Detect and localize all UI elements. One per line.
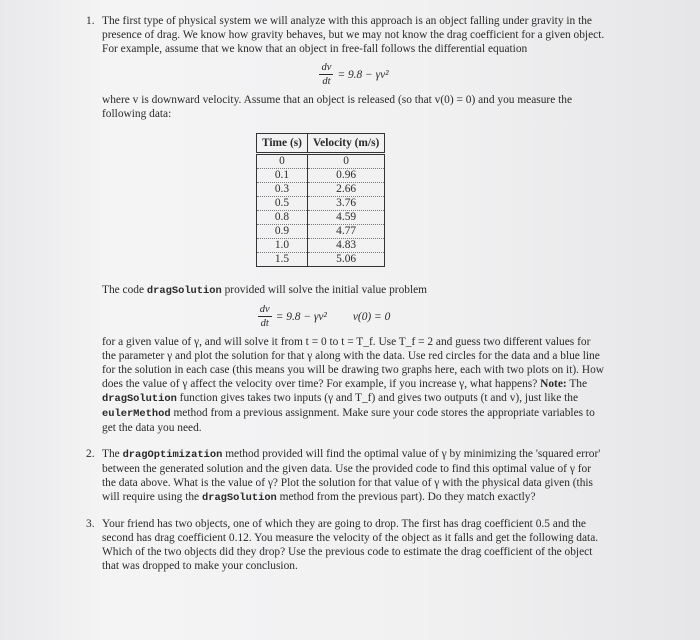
velocity-cell: 0.96	[307, 169, 384, 183]
column-header-time: Time (s)	[257, 134, 308, 154]
time-cell: 0.3	[257, 183, 308, 197]
code-intro-post: provided will solve the initial value problem	[221, 284, 428, 296]
velocity-cell: 4.83	[307, 239, 384, 253]
q2-mid: method provided will find the optimal value of γ by minimizing the 'squared error' between the generated solution and the given data. Use the provided code to find this optimal value of γ for the data above. What is the value of γ? Plot the solution for that value of γ with the physical data given (this will require using the	[102, 448, 601, 503]
velocity-cell: 4.59	[307, 211, 384, 225]
note-label: Note:	[540, 378, 567, 390]
table-row	[257, 211, 385, 225]
note-post: method from a previous assignment. Make sure your code stores the appropriate variables to get the data you need.	[102, 407, 595, 434]
fraction-denominator: dt	[260, 318, 269, 329]
code-name: dragSolution	[146, 285, 222, 297]
table-row	[257, 225, 385, 239]
question-number: 3.	[86, 518, 95, 530]
q2-post: method from the previous part). Do they match exactly?	[276, 491, 536, 503]
note-code-euler-method: eulerMethod	[102, 408, 171, 420]
question-1	[86, 14, 606, 435]
question-2	[86, 447, 606, 505]
time-cell: 0.1	[257, 169, 308, 183]
time-cell: 0.9	[257, 225, 308, 239]
question-3-text: Your friend has two objects, one of which they are going to drop. The first has drag coefficient 0.5 and the second has drag coefficient 0.12. You measure the velocity of the object as it falls and get the following data. Which of the two objects did they drop? Use the previous code to estimate the drag coefficient of the object that was dropped to make your conclusion.	[102, 518, 599, 572]
fraction-numerator: dv	[259, 304, 270, 315]
time-cell: 1.0	[257, 239, 308, 253]
velocity-cell: 3.76	[307, 197, 384, 211]
data-table	[256, 133, 385, 267]
time-cell: 0	[257, 154, 308, 169]
fraction-numerator: dv	[321, 62, 332, 73]
note-code-drag-solution: dragSolution	[102, 393, 177, 405]
document-body	[86, 14, 606, 573]
table-row	[257, 183, 385, 197]
question-number: 1.	[86, 15, 95, 27]
velocity-cell: 4.77	[307, 225, 384, 239]
differential-equation-2	[42, 304, 606, 329]
table-row	[257, 197, 385, 211]
q2-pre: The	[102, 448, 123, 460]
question-1-intro: The first type of physical system we will analyze with this approach is an object falling under gravity in the presence of drag. We know how gravity behaves, but we may not know the drag coefficient for a given object. For example, assume that we know that an object in free-fall follows the differential equation	[102, 15, 605, 55]
time-cell: 0.5	[257, 197, 308, 211]
code-drag-optimization: dragOptimization	[122, 449, 223, 461]
column-header-velocity: Velocity (m/s)	[307, 134, 384, 154]
table-row	[257, 253, 385, 267]
code-intro	[102, 283, 606, 298]
question-3	[86, 517, 606, 573]
fraction-denominator: dt	[322, 76, 331, 87]
code-intro-pre: The code	[102, 284, 147, 296]
time-cell: 0.8	[257, 211, 308, 225]
time-cell: 1.5	[257, 253, 308, 267]
derivative-fraction	[319, 62, 333, 87]
table-row	[257, 239, 385, 253]
note-pre: The	[566, 378, 588, 390]
derivative-fraction	[258, 304, 272, 329]
question-number: 2.	[86, 448, 95, 460]
question-2-text	[102, 447, 606, 505]
code-drag-solution: dragSolution	[201, 492, 277, 504]
differential-equation-1	[102, 62, 606, 87]
velocity-cell: 0	[307, 154, 384, 169]
initial-condition: v(0) = 0	[352, 310, 391, 323]
equation-rhs: = 9.8 − γv²	[275, 310, 327, 323]
where-text: where v is downward velocity. Assume that an object is released (so that v(0) = 0) and you measure the following data:	[102, 94, 573, 120]
note-mid: function gives takes two inputs (γ and T_f) and gives two outputs (t and v), just like the	[176, 392, 579, 404]
velocity-cell: 2.66	[307, 183, 384, 197]
equation-rhs: = 9.8 − γv²	[337, 68, 389, 81]
question-1-instructions: for a given value of γ, and will solve it from t = 0 to t = T_f. Use T_f = 2 and guess two different values for the parameter γ and plot the solution for that γ along with the data. Use red circles for the data and a blue line for the solution in each case (this means you will be drawing two graphs here, each with two plots on it). How does the value of γ affect the velocity over time? For example, if you increase γ, what happens?	[102, 336, 605, 390]
table-row	[257, 154, 385, 169]
question-1-body	[102, 335, 606, 435]
table-row	[257, 169, 385, 183]
velocity-cell: 5.06	[307, 253, 384, 267]
